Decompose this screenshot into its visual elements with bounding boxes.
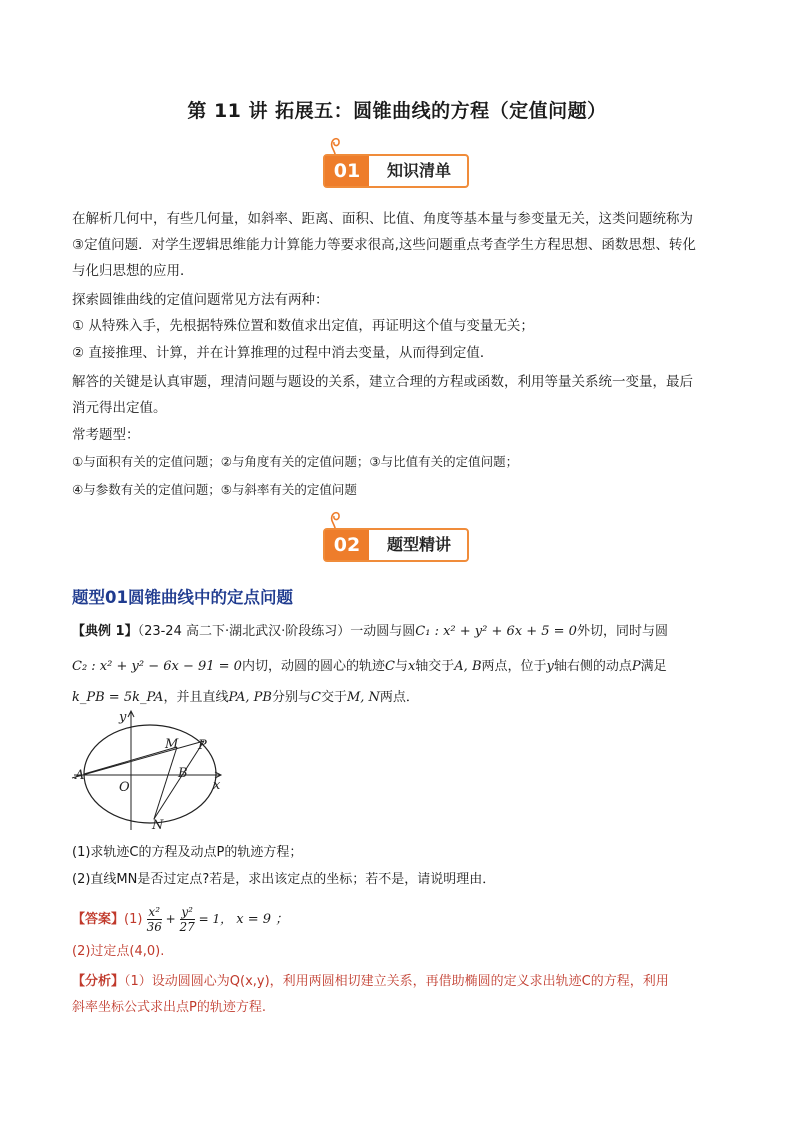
text: 外切，同时与圆 xyxy=(576,624,668,639)
page-title: 第 11 讲 拓展五：圆锥曲线的方程（定值问题） xyxy=(187,100,607,122)
ellipse-equation: $\frac{\text{x²}}{36}$ + $\frac{\text{y²}}{27}$ = 1， xyxy=(146,905,233,934)
intro-line-1: 在解析几何中，有些几何量，如斜率、距离、面积、比值、角度等基本量与参变量无关，这类问题统称为 xyxy=(72,211,693,227)
slope-condition: k_PB = 5k_PA xyxy=(72,690,164,705)
text: 与 xyxy=(394,659,408,674)
math-var: C xyxy=(310,690,321,705)
text: 轴交于 xyxy=(415,659,455,674)
intro-line-8: 消元得出定值。 xyxy=(72,400,167,416)
intro-line-11: ④与参数有关的定值问题；⑤与斜率有关的定值问题 xyxy=(72,482,357,497)
analysis-line-2: 斜率坐标公式求出点P的轨迹方程. xyxy=(72,1000,266,1015)
answer-line-1 xyxy=(72,905,288,934)
intro-line-9: 常考题型： xyxy=(72,427,140,443)
text: 满足 xyxy=(640,659,667,674)
badge-number: 02 xyxy=(325,530,369,560)
label-m: M xyxy=(165,737,179,752)
intro-line-2: ③定值问题．对学生逻辑思维能力计算能力等要求很高,这些问题重点考查学生方程思想、函数思想、转化 xyxy=(72,237,696,253)
intro-line-6: ② 直接推理、计算，并在计算推理的过程中消去变量，从而得到定值． xyxy=(72,345,494,361)
math-var: A, B xyxy=(454,659,482,674)
intro-line-7: 解答的关键是认真审题，理清问题与题设的关系，建立合理的方程或函数，利用等量关系统一变量，最后 xyxy=(72,374,693,390)
p-locus-equation: x = 9 ； xyxy=(236,912,289,927)
text: 分别与 xyxy=(271,690,311,705)
text: 两点． xyxy=(379,690,419,705)
text: ，并且直线 xyxy=(163,690,229,705)
question-2: (2)直线MN是否过定点?若是，求出该定点的坐标；若不是，请说明理由． xyxy=(72,872,496,887)
math-var: PA, PB xyxy=(228,690,272,705)
math-var: C xyxy=(384,659,395,674)
text: 一动圆与圆 xyxy=(350,624,416,639)
label-p: P xyxy=(198,738,207,753)
analysis-text: （1）设动圆圆心为Q(x,y)，利用两圆相切建立关系，再借助椭圆的定义求出轨迹C的方程，利用 xyxy=(124,974,669,989)
intro-line-3: 与化归思想的应用． xyxy=(72,263,194,279)
label-y: y xyxy=(119,710,127,725)
math-var: x xyxy=(407,659,416,674)
answer-line-2: (2)过定点(4,0). xyxy=(72,944,165,959)
example-line-2 xyxy=(72,657,667,677)
text: 交于 xyxy=(320,690,347,705)
text: 轴右侧的动点 xyxy=(553,659,632,674)
label-a: A xyxy=(75,768,85,783)
badge-label: 知识清单 xyxy=(386,161,451,180)
badge-label: 题型精讲 xyxy=(386,535,451,554)
section-badge-examples xyxy=(323,524,471,564)
ellipse-diagram xyxy=(70,708,240,833)
section-badge-knowledge xyxy=(323,150,471,190)
analysis-tag: 【分析】 xyxy=(72,974,125,989)
example-line-1 xyxy=(72,622,668,642)
answer-part-label: (1) xyxy=(124,912,143,927)
math-var: M, N xyxy=(346,690,380,705)
text: 两点，位于 xyxy=(481,659,547,674)
section-heading: 题型01圆锥曲线中的定点问题 xyxy=(72,588,293,607)
label-x: x xyxy=(213,778,221,793)
math-var: P xyxy=(631,659,641,674)
circle-c2-equation: C₂ : x² + y² − 6x − 91 = 0 xyxy=(72,659,242,674)
question-1: (1)求轨迹C的方程及动点P的轨迹方程； xyxy=(72,845,303,860)
analysis-line-1 xyxy=(72,972,669,992)
intro-line-10: ①与面积有关的定值问题；②与角度有关的定值问题；③与比值有关的定值问题； xyxy=(72,454,519,469)
label-o: O xyxy=(119,780,130,795)
math-var: y xyxy=(546,659,554,674)
intro-line-4: 探索圆锥曲线的定值问题常见方法有两种： xyxy=(72,292,329,308)
circle-c1-equation: C₁ : x² + y² + 6x + 5 = 0 xyxy=(415,624,577,639)
badge-number: 01 xyxy=(325,156,369,186)
answer-tag: 【答案】 xyxy=(72,912,125,927)
label-n: N xyxy=(152,818,164,833)
example-line-3 xyxy=(72,688,419,708)
example-source: （23-24 高二下·湖北武汉·阶段练习） xyxy=(137,624,351,639)
intro-line-5: ① 从特殊入手，先根据特殊位置和数值求出定值，再证明这个值与变量无关； xyxy=(72,318,534,334)
example-tag: 【典例 1】 xyxy=(72,624,138,639)
label-b: B xyxy=(178,766,188,781)
text: 内切，动圆的圆心的轨迹 xyxy=(241,659,385,674)
